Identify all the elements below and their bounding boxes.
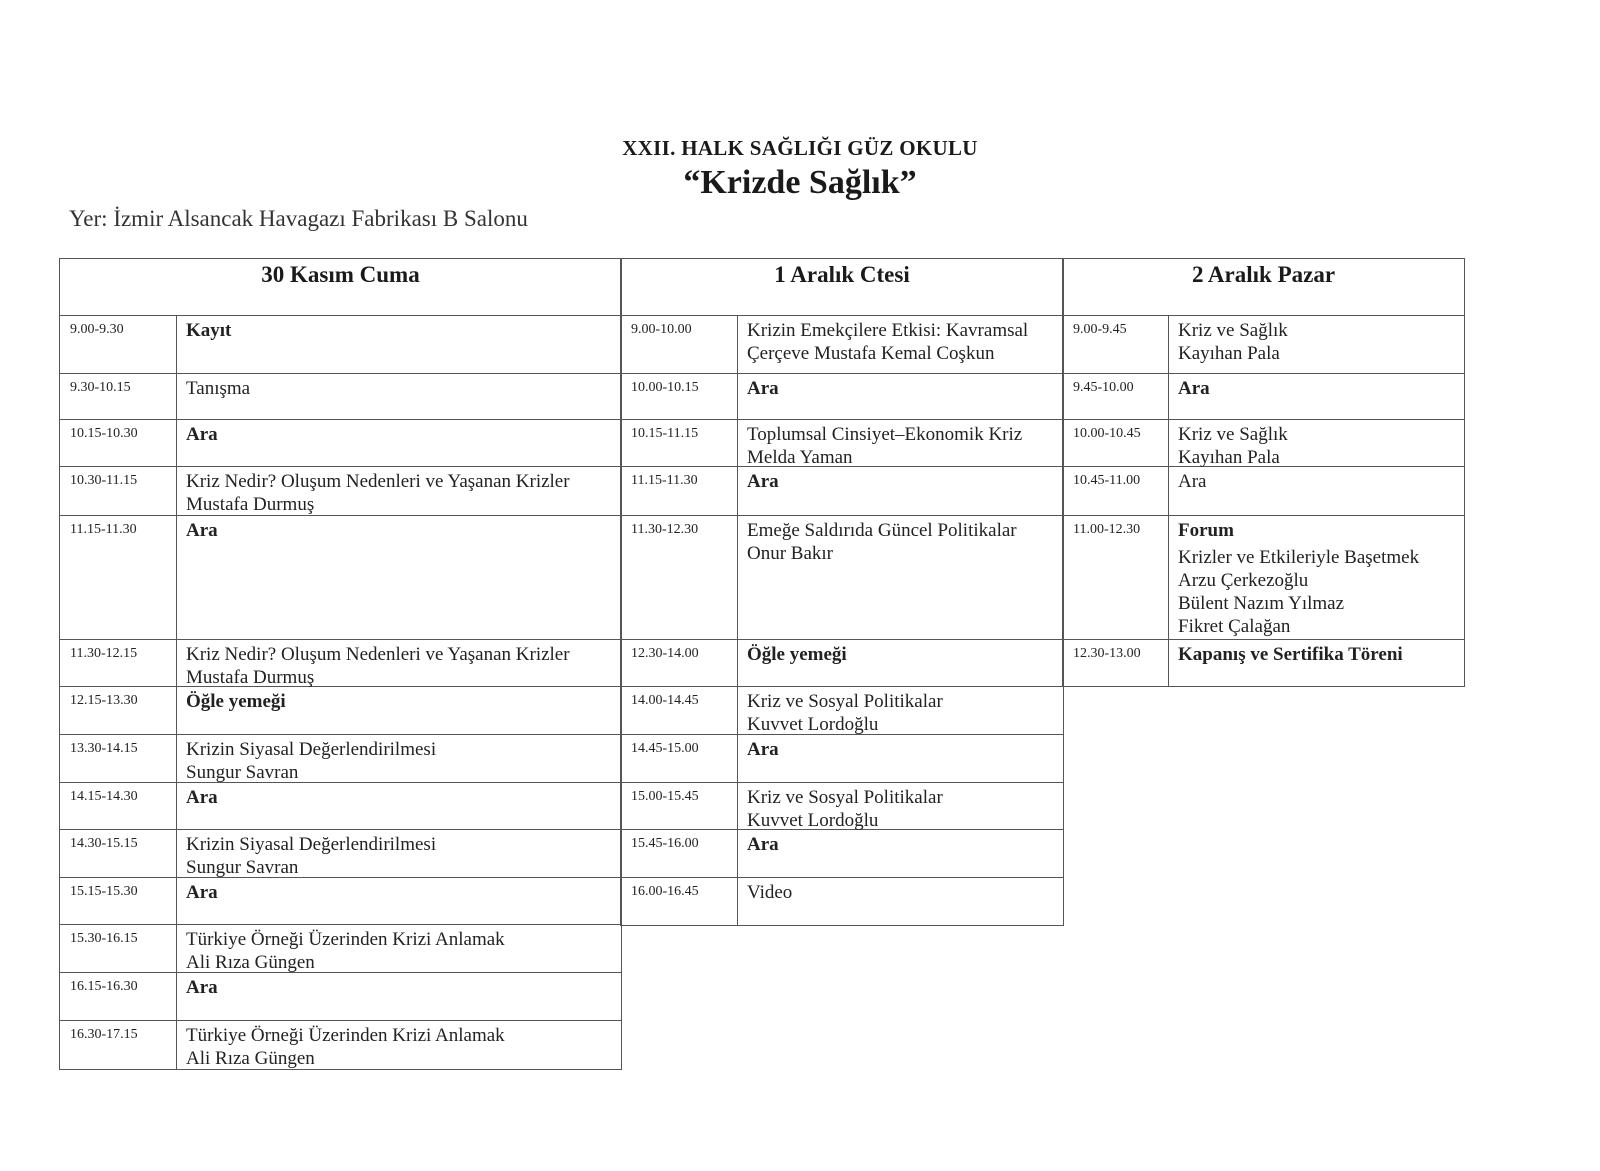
- session-time: 12.30-14.00: [621, 640, 738, 686]
- session-row: [60, 1021, 621, 1070]
- session-title: Kapanış ve Sertifika Töreni: [1178, 644, 1403, 665]
- session-content: [738, 830, 1063, 877]
- session-content: [738, 783, 1063, 829]
- venue: Yer: İzmir Alsancak Havagazı Fabrikası B Salonu: [69, 206, 528, 231]
- session-title: Türkiye Örneği Üzerinden Krizi Anlamak: [186, 929, 505, 950]
- session-time: 10.00-10.45: [1063, 420, 1169, 466]
- session-time: 9.45-10.00: [1063, 374, 1169, 419]
- session-title: Toplumsal Cinsiyet–Ekonomik Kriz: [747, 424, 1023, 445]
- session-row: [621, 374, 1063, 420]
- session-title: Ara: [747, 739, 779, 760]
- session-title: Forum: [1178, 520, 1234, 541]
- session-row: [621, 316, 1063, 374]
- session-row: [60, 687, 621, 735]
- session-content: [177, 878, 621, 924]
- session-row: [1063, 640, 1464, 687]
- session-time: 16.30-17.15: [60, 1021, 177, 1069]
- session-title: Ara: [1178, 471, 1207, 492]
- school-name: XXII. HALK SAĞLIĞI GÜZ OKULU: [622, 136, 978, 160]
- session-title: Ara: [186, 977, 218, 998]
- session-speaker: Kuvvet Lordoğlu: [747, 714, 879, 735]
- session-time: 12.15-13.30: [60, 687, 177, 734]
- session-time: 9.00-10.00: [621, 316, 738, 373]
- session-time: 15.00-15.45: [621, 783, 738, 829]
- session-title: Kriz ve Sosyal Politikalar: [747, 787, 943, 808]
- session-title: Ara: [186, 787, 218, 808]
- session-title: Kriz ve Sağlık: [1178, 320, 1288, 341]
- session-time: 11.30-12.15: [60, 640, 177, 686]
- session-content: [177, 1021, 621, 1069]
- session-row: [621, 640, 1063, 687]
- session-speaker: Ali Rıza Güngen: [186, 952, 315, 973]
- session-time: 16.15-16.30: [60, 973, 177, 1020]
- session-time: 14.00-14.45: [621, 687, 738, 734]
- session-content: [738, 374, 1063, 419]
- session-row: [60, 925, 621, 973]
- session-content: [177, 830, 621, 877]
- session-title: Kayıt: [186, 320, 232, 341]
- session-title: Türkiye Örneği Üzerinden Krizi Anlamak: [186, 1025, 505, 1046]
- session-content: [738, 516, 1063, 639]
- session-content: [1169, 640, 1464, 686]
- session-time: 14.30-15.15: [60, 830, 177, 877]
- session-title: Ara: [186, 520, 218, 541]
- forum-speaker: Bülent Nazım Yılmaz: [1178, 593, 1345, 614]
- session-row: [60, 735, 621, 783]
- session-row: [60, 516, 621, 640]
- session-row: [621, 420, 1063, 467]
- session-content: [738, 878, 1063, 925]
- session-time: 12.30-13.00: [1063, 640, 1169, 686]
- session-title: Ara: [747, 378, 779, 399]
- session-content: [1169, 467, 1464, 515]
- session-content: [177, 420, 621, 466]
- forum-speaker: Fikret Çalağan: [1178, 616, 1291, 637]
- forum-speaker: Arzu Çerkezoğlu: [1178, 570, 1309, 591]
- session-row: [621, 783, 1063, 830]
- session-row: [60, 878, 621, 925]
- session-row: [60, 467, 621, 516]
- session-content: [177, 516, 621, 639]
- session-content: [177, 687, 621, 734]
- session-row: [621, 735, 1063, 783]
- day-column-saturday: [620, 258, 1064, 926]
- session-time: 10.15-11.15: [621, 420, 738, 466]
- day-header: 30 Kasım Cuma: [60, 259, 621, 316]
- session-time: 10.00-10.15: [621, 374, 738, 419]
- session-content: [177, 374, 621, 419]
- session-speaker: Çerçeve Mustafa Kemal Coşkun: [747, 343, 995, 364]
- session-row: [621, 878, 1063, 926]
- session-title: Ara: [186, 424, 218, 445]
- session-row: [60, 973, 621, 1021]
- session-speaker: Sungur Savran: [186, 857, 299, 878]
- session-time: 9.00-9.45: [1063, 316, 1169, 373]
- session-row: [1063, 516, 1464, 640]
- session-title: Kriz Nedir? Oluşum Nedenleri ve Yaşanan Krizler: [186, 644, 570, 665]
- session-title: Ara: [1178, 378, 1210, 399]
- session-title: Krizin Emekçilere Etkisi: Kavramsal: [747, 320, 1029, 341]
- session-content: [1169, 374, 1464, 419]
- session-content: [738, 316, 1063, 373]
- session-content: [738, 467, 1063, 515]
- session-time: 11.30-12.30: [621, 516, 738, 639]
- session-row: [60, 420, 621, 467]
- session-speaker: Kuvvet Lordoğlu: [747, 810, 879, 831]
- day-column-friday: [59, 258, 622, 1070]
- session-time: 10.30-11.15: [60, 467, 177, 515]
- session-content: [738, 735, 1063, 782]
- session-content: [177, 783, 621, 829]
- session-row: [621, 687, 1063, 735]
- session-title: Kriz ve Sağlık: [1178, 424, 1288, 445]
- session-speaker: Sungur Savran: [186, 762, 299, 783]
- day-header: 1 Aralık Ctesi: [621, 259, 1063, 316]
- session-title: Emeğe Saldırıda Güncel Politikalar: [747, 520, 1017, 541]
- session-speaker: Ali Rıza Güngen: [186, 1048, 315, 1069]
- session-time: 13.30-14.15: [60, 735, 177, 782]
- session-content: [1169, 516, 1464, 639]
- session-title: Kriz Nedir? Oluşum Nedenleri ve Yaşanan Krizler: [186, 471, 570, 492]
- session-time: 9.30-10.15: [60, 374, 177, 419]
- session-row: [621, 830, 1063, 878]
- session-content: [738, 687, 1063, 734]
- session-row: [1063, 420, 1464, 467]
- session-content: [738, 420, 1063, 466]
- session-speaker: Kayıhan Pala: [1178, 447, 1280, 468]
- session-time: 14.45-15.00: [621, 735, 738, 782]
- session-time: 11.15-11.30: [621, 467, 738, 515]
- session-speaker: Mustafa Durmuş: [186, 494, 315, 515]
- session-content: [177, 925, 621, 972]
- session-title: Video: [747, 882, 793, 903]
- session-time: 11.00-12.30: [1063, 516, 1169, 639]
- session-title: Ara: [747, 471, 779, 492]
- session-content: [1169, 420, 1464, 466]
- session-content: [177, 735, 621, 782]
- session-row: [621, 516, 1063, 640]
- session-speaker: Mustafa Durmuş: [186, 667, 315, 688]
- day-header: 2 Aralık Pazar: [1063, 259, 1464, 316]
- session-title: Ara: [186, 882, 218, 903]
- session-content: [738, 640, 1063, 686]
- session-row: [621, 467, 1063, 516]
- session-row: [60, 783, 621, 830]
- session-time: 16.00-16.45: [621, 878, 738, 925]
- session-time: 15.45-16.00: [621, 830, 738, 877]
- session-content: [177, 316, 621, 373]
- session-time: 15.30-16.15: [60, 925, 177, 972]
- session-time: 10.45-11.00: [1063, 467, 1169, 515]
- session-content: [1169, 316, 1464, 373]
- session-time: 9.00-9.30: [60, 316, 177, 373]
- session-row: [1063, 374, 1464, 420]
- session-title: Tanışma: [186, 378, 251, 399]
- session-row: [1063, 316, 1464, 374]
- session-time: 14.15-14.30: [60, 783, 177, 829]
- session-title: Öğle yemeği: [186, 691, 286, 712]
- session-row: [60, 316, 621, 374]
- session-title: Krizin Siyasal Değerlendirilmesi: [186, 834, 437, 855]
- session-title: Kriz ve Sosyal Politikalar: [747, 691, 943, 712]
- session-row: [60, 374, 621, 420]
- event-title: “Krizde Sağlık”: [683, 164, 917, 201]
- session-speaker: Melda Yaman: [747, 447, 853, 468]
- session-content: [177, 640, 621, 686]
- forum-topic: Krizler ve Etkileriyle Başetmek: [1178, 547, 1420, 568]
- session-time: 10.15-10.30: [60, 420, 177, 466]
- session-title: Krizin Siyasal Değerlendirilmesi: [186, 739, 437, 760]
- session-speaker: Kayıhan Pala: [1178, 343, 1280, 364]
- session-content: [177, 973, 621, 1020]
- day-column-sunday: [1062, 258, 1465, 687]
- session-title: Ara: [747, 834, 779, 855]
- session-row: [60, 640, 621, 687]
- session-title: Öğle yemeği: [747, 644, 847, 665]
- session-time: 15.15-15.30: [60, 878, 177, 924]
- session-content: [177, 467, 621, 515]
- session-row: [1063, 467, 1464, 516]
- session-time: 11.15-11.30: [60, 516, 177, 639]
- session-speaker: Onur Bakır: [747, 543, 834, 564]
- session-row: [60, 830, 621, 878]
